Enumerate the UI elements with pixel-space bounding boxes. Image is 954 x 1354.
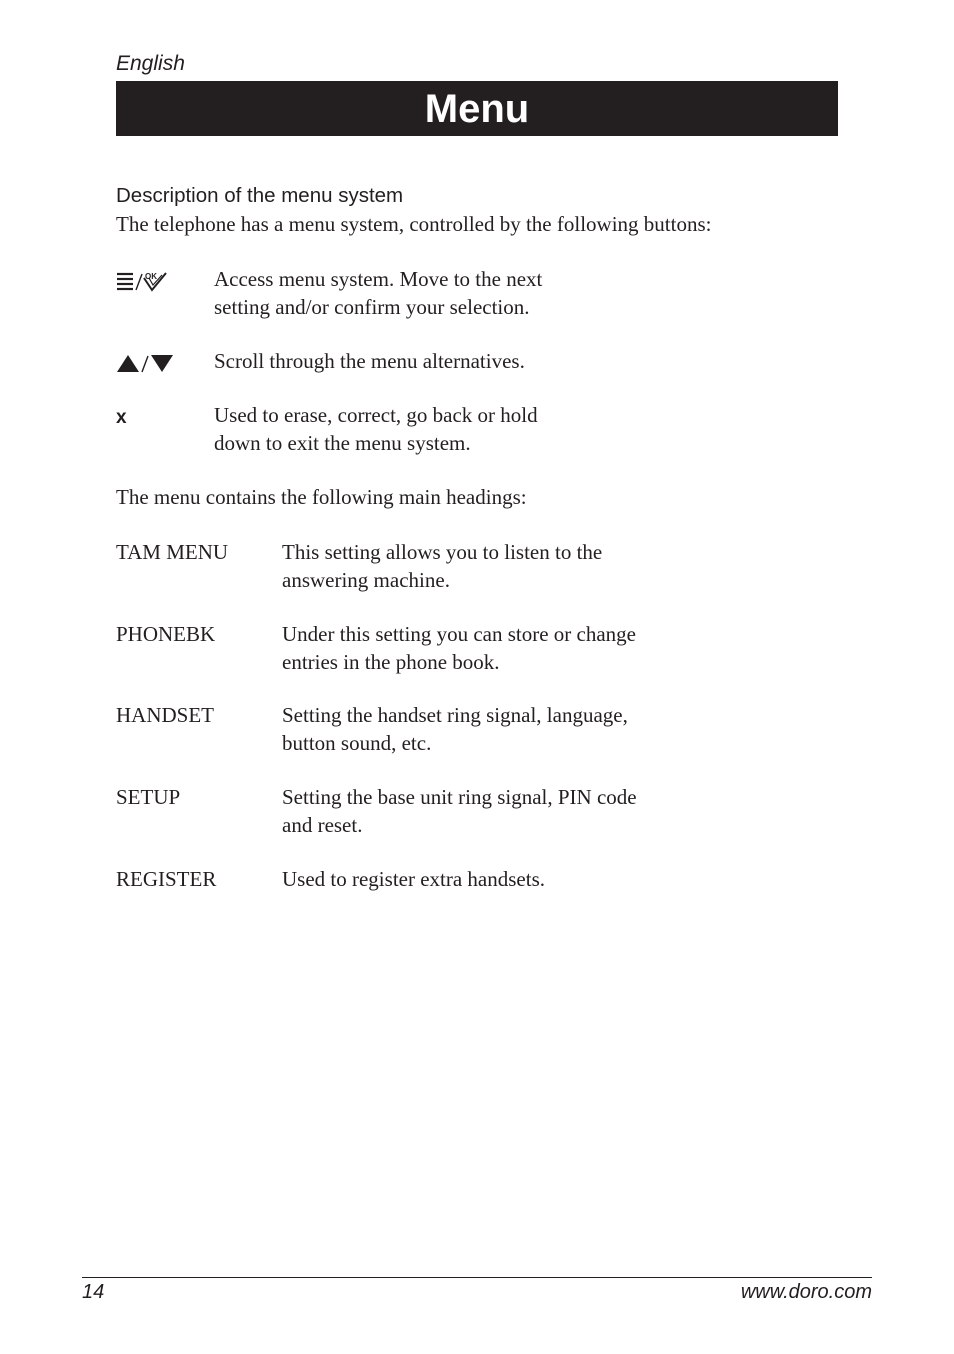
description-line: setting and/or confirm your selection. [214, 294, 530, 319]
website-link: www.doro.com [740, 1281, 872, 1303]
description-line: button sound, etc. [282, 730, 432, 755]
menu-item-description [282, 866, 702, 894]
menu-item-label: SETUP [116, 785, 181, 809]
menu-item-description [282, 539, 702, 594]
intro-text: The telephone has a menu system, controlled by the following buttons: [116, 212, 712, 236]
menu-item-description [282, 702, 702, 757]
x-key-icon [116, 406, 127, 428]
button-description [214, 348, 614, 376]
button-description [214, 402, 614, 457]
description-line: Used to register extra handsets. [282, 867, 546, 891]
page-title: Menu [424, 86, 530, 131]
description-line: Setting the base unit ring signal, PIN code [282, 785, 637, 809]
language-label: English [116, 52, 185, 75]
description-line: Access menu system. Move to the next [214, 267, 543, 291]
description-line: answering machine. [282, 567, 450, 592]
menu-item-label: PHONEBK [116, 622, 216, 646]
description-line: Under this setting you can store or change [282, 622, 636, 646]
svg-text:OK: OK [145, 272, 157, 281]
description-line: entries in the phone book. [282, 649, 500, 674]
description-line: down to exit the menu system. [214, 430, 471, 455]
section-heading: Description of the menu system [116, 184, 404, 207]
menu-item-label: HANDSET [116, 703, 214, 727]
menu-intro-text: The menu contains the following main headings: [116, 485, 527, 509]
button-description [214, 266, 614, 321]
description-line: and reset. [282, 812, 363, 837]
menu-item-label: TAM MENU [116, 540, 229, 564]
page-number: 14 [82, 1281, 105, 1303]
menu-item-label: REGISTER [116, 867, 217, 891]
up-down-arrows-icon [116, 352, 174, 374]
footer-divider [82, 1277, 872, 1278]
menu-item-description [282, 784, 702, 839]
title-bar [116, 81, 838, 136]
x-key-label: x [116, 406, 127, 428]
description-line: Setting the handset ring signal, language, [282, 703, 628, 727]
menu-ok-icon [116, 270, 168, 292]
description-line: This setting allows you to listen to the [282, 540, 603, 564]
description-line: Used to erase, correct, go back or hold [214, 403, 538, 427]
menu-item-description [282, 621, 702, 676]
description-line: Scroll through the menu alternatives. [214, 349, 525, 373]
